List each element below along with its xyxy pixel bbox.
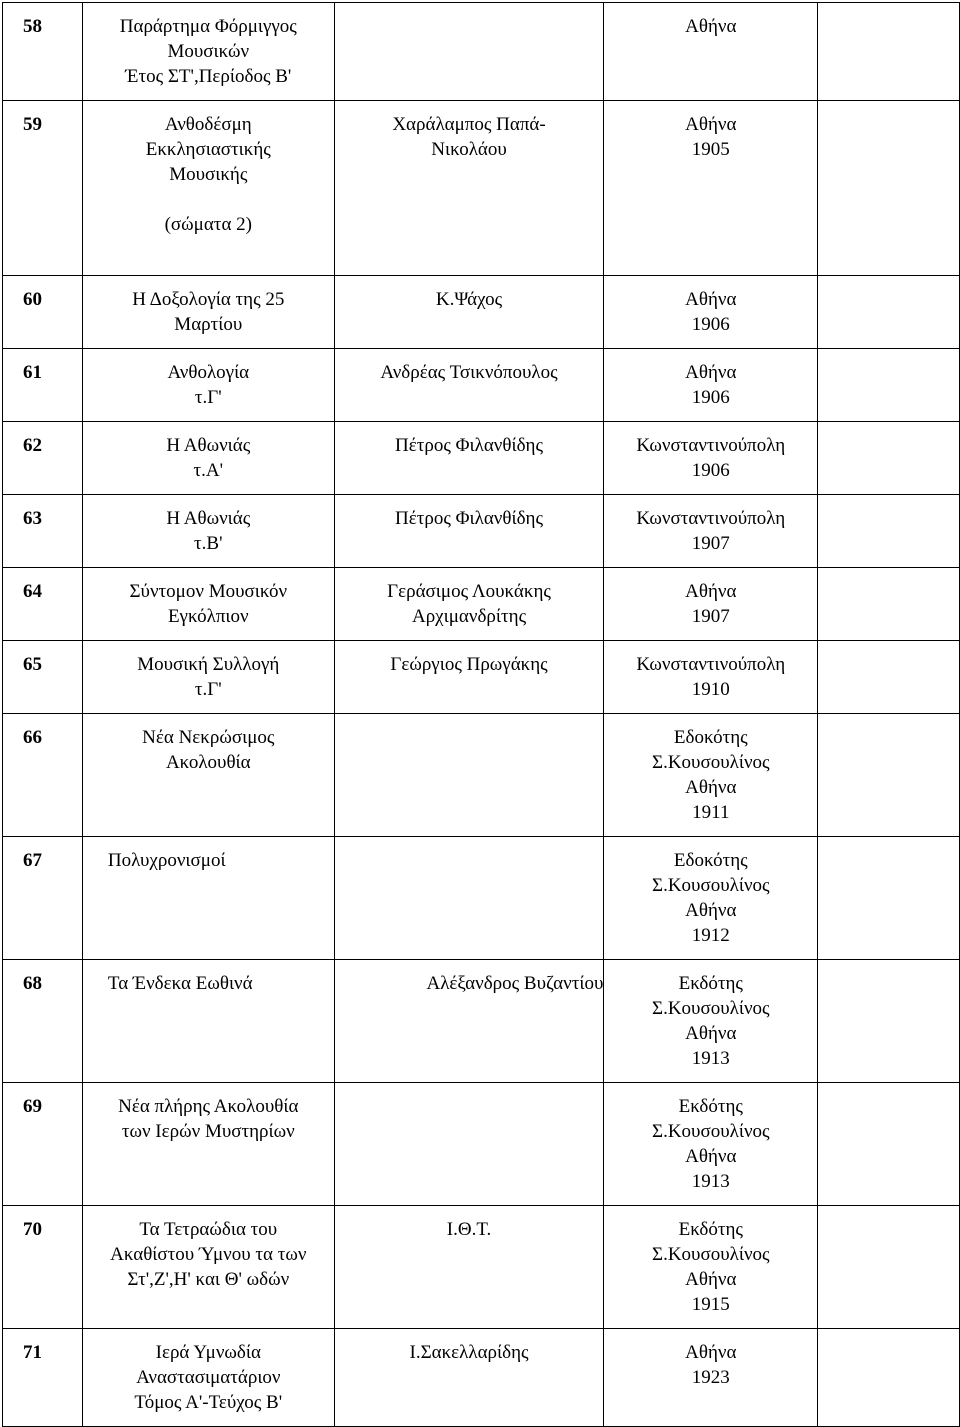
table-row: [3, 714, 960, 837]
table-row: [3, 3, 960, 101]
row-number: 66: [3, 714, 83, 837]
row-title: Τα Τετραώδια του Ακαθίστου Ύμνου τα των Στ',Ζ',Η' και Θ' ωδών: [82, 1206, 334, 1329]
row-place: Αθήνα 1907: [604, 568, 818, 641]
row-place: Αθήνα 1906: [604, 276, 818, 349]
row-title: Σύντομον Μουσικόν Εγκόλπιον: [82, 568, 334, 641]
row-number: 68: [3, 960, 83, 1083]
row-extra: [818, 714, 960, 837]
row-title: Η Αθωνιάς τ.Β': [82, 495, 334, 568]
row-extra: [818, 960, 960, 1083]
row-title: Ανθοδέσμη Εκκλησιαστικής Μουσικής: [145, 114, 271, 185]
row-extra: [818, 276, 960, 349]
row-extra: [818, 3, 960, 101]
row-extra: [818, 1206, 960, 1329]
row-author: [334, 1083, 604, 1206]
row-number: 69: [3, 1083, 83, 1206]
row-number: 62: [3, 422, 83, 495]
row-title: Νέα Νεκρώσιμος Ακολουθία: [82, 714, 334, 837]
row-title: Ιερά Υμνωδία Αναστασιματάριον Τόμος Α'-Τεύχος Β': [82, 1329, 334, 1427]
row-title-gap: [83, 187, 334, 212]
row-author: Γεράσιμος Λουκάκης Αρχιμανδρίτης: [334, 568, 604, 641]
row-place: Εκδότης Σ.Κουσουλίνος Αθήνα 1913: [604, 960, 818, 1083]
row-author: Ι.Σακελλαρίδης: [334, 1329, 604, 1427]
row-title: Πολυχρονισμοί: [82, 837, 334, 960]
table-row: [3, 495, 960, 568]
row-number: 58: [3, 3, 83, 101]
table-row: [3, 960, 960, 1083]
catalog-table-body: [3, 3, 960, 1427]
row-author: Πέτρος Φιλανθίδης: [334, 422, 604, 495]
row-extra: [818, 101, 960, 276]
row-place: Εκδότης Σ.Κουσουλίνος Αθήνα 1915: [604, 1206, 818, 1329]
row-title: Τα Ένδεκα Εωθινά: [82, 960, 334, 1083]
row-author: Πέτρος Φιλανθίδης: [334, 495, 604, 568]
row-author: [334, 837, 604, 960]
row-number: 61: [3, 349, 83, 422]
row-title: Νέα πλήρης Ακολουθία των Ιερών Μυστηρίων: [82, 1083, 334, 1206]
row-extra: [818, 1083, 960, 1206]
row-place: Κωνσταντινούπολη 1906: [604, 422, 818, 495]
row-author: Γεώργιος Πρωγάκης: [334, 641, 604, 714]
row-number: 63: [3, 495, 83, 568]
row-extra: [818, 568, 960, 641]
row-place: Εδοκότης Σ.Κουσουλίνος Αθήνα 1912: [604, 837, 818, 960]
row-title: Ανθολογία τ.Γ': [82, 349, 334, 422]
row-author: Αλέξανδρος Βυζαντίου: [334, 960, 604, 1083]
row-extra: [818, 641, 960, 714]
row-title-cell: [82, 101, 334, 276]
table-row: [3, 837, 960, 960]
row-author: [334, 714, 604, 837]
row-place: Αθήνα 1905: [604, 101, 818, 276]
table-row: [3, 641, 960, 714]
table-row: [3, 1206, 960, 1329]
row-place: Κωνσταντινούπολη 1907: [604, 495, 818, 568]
row-number: 65: [3, 641, 83, 714]
row-extra: [818, 349, 960, 422]
row-place: Εκδότης Σ.Κουσουλίνος Αθήνα 1913: [604, 1083, 818, 1206]
table-row: [3, 276, 960, 349]
row-place: Κωνσταντινούπολη 1910: [604, 641, 818, 714]
table-row: [3, 568, 960, 641]
row-number: 60: [3, 276, 83, 349]
row-author: [334, 3, 604, 101]
table-row: [3, 422, 960, 495]
row-extra: [818, 837, 960, 960]
row-title: Παράρτημα Φόρμιγγος Μουσικών Έτος ΣΤ',Περίοδος Β': [82, 3, 334, 101]
table-row: [3, 349, 960, 422]
row-author: Ανδρέας Τσικνόπουλος: [334, 349, 604, 422]
row-author: Ι.Θ.Τ.: [334, 1206, 604, 1329]
catalog-table: [2, 2, 960, 1427]
row-extra: [818, 495, 960, 568]
row-author: Χαράλαμπος Παπά- Νικολάου: [334, 101, 604, 276]
row-title-extra: (σώματα 2): [164, 214, 252, 235]
row-place: Αθήνα 1906: [604, 349, 818, 422]
row-number: 64: [3, 568, 83, 641]
row-number: 70: [3, 1206, 83, 1329]
row-place: Αθήνα 1923: [604, 1329, 818, 1427]
table-row: [3, 101, 960, 276]
row-title: Μουσική Συλλογή τ.Γ': [82, 641, 334, 714]
table-row: [3, 1083, 960, 1206]
row-number: 71: [3, 1329, 83, 1427]
row-extra: [818, 422, 960, 495]
row-place: Εδοκότης Σ.Κουσουλίνος Αθήνα 1911: [604, 714, 818, 837]
row-extra: [818, 1329, 960, 1427]
table-row: [3, 1329, 960, 1427]
row-place: Αθήνα: [604, 3, 818, 101]
row-number: 67: [3, 837, 83, 960]
row-title: Η Αθωνιάς τ.Α': [82, 422, 334, 495]
row-title: Η Δοξολογία της 25 Μαρτίου: [82, 276, 334, 349]
row-author: Κ.Ψάχος: [334, 276, 604, 349]
row-number: 59: [3, 101, 83, 276]
